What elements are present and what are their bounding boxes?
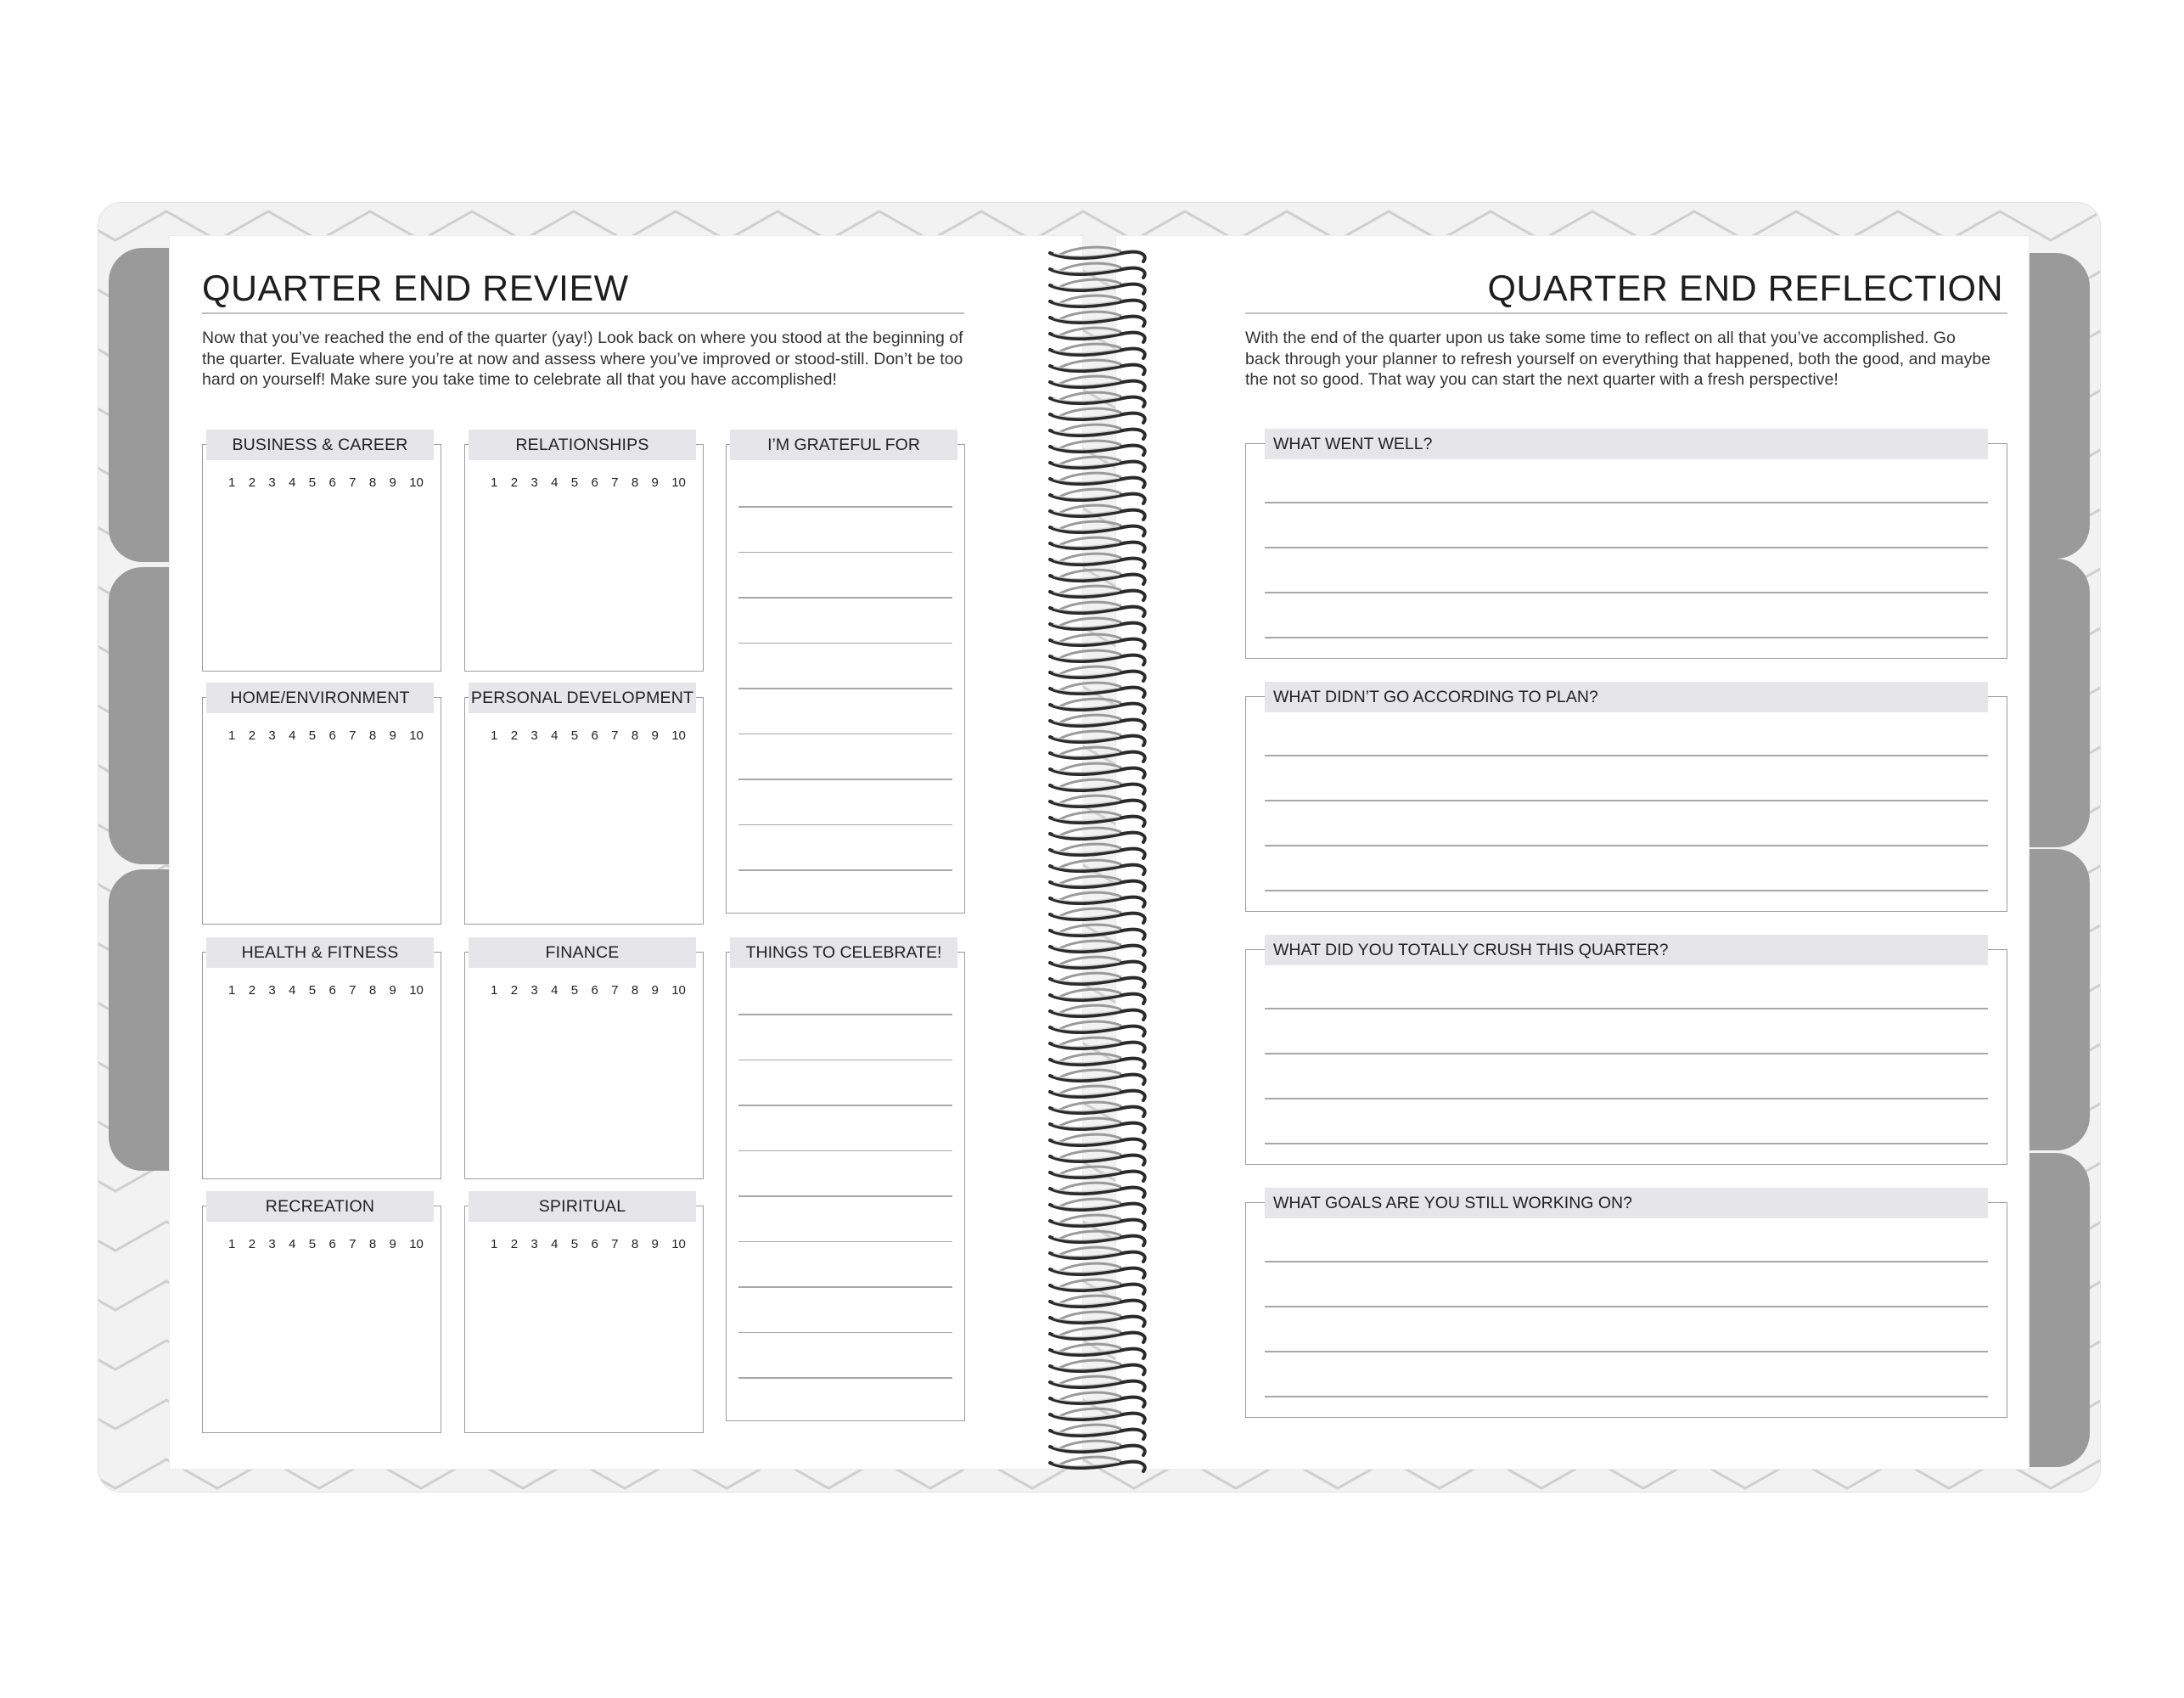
rating-option[interactable]: 5	[570, 983, 579, 998]
rating-option[interactable]: 3	[268, 728, 276, 743]
things-to-celebrate-box	[726, 942, 965, 1421]
rating-box-personal-development	[464, 688, 704, 925]
spiral-coil	[1050, 796, 1145, 810]
spiral-coil	[1050, 1199, 1145, 1213]
page-title-reflection: QUARTER END REFLECTION	[1487, 268, 2003, 309]
spiral-coil	[1050, 1457, 1145, 1471]
spiral-coil	[1050, 279, 1145, 294]
rating-option[interactable]: 4	[551, 728, 559, 743]
rating-box-label: HEALTH & FITNESS	[206, 937, 434, 968]
spiral-coil	[1050, 344, 1145, 358]
question-label: WHAT DID YOU TOTALLY CRUSH THIS QUARTER?	[1265, 935, 1988, 965]
grateful-for-label: I’M GRATEFUL FOR	[730, 430, 957, 460]
section-tab-right-1[interactable]	[2020, 253, 2090, 559]
rating-option[interactable]: 10	[409, 728, 424, 743]
writing-line[interactable]	[738, 506, 952, 508]
writing-line[interactable]	[1265, 1053, 1988, 1054]
spiral-coil	[1050, 1312, 1145, 1326]
spiral-binding	[1040, 238, 1163, 1477]
rating-box-health-fitness	[202, 942, 441, 1179]
rating-option[interactable]: 7	[611, 728, 619, 743]
spiral-coil	[1050, 247, 1145, 261]
spiral-coil	[1050, 666, 1145, 681]
title-divider-right	[1245, 312, 2007, 314]
rating-option[interactable]: 8	[631, 983, 639, 998]
writing-line[interactable]	[1265, 1351, 1988, 1352]
writing-line[interactable]	[1265, 502, 1988, 503]
rating-option[interactable]: 9	[651, 983, 659, 998]
spiral-coil	[1050, 892, 1145, 907]
question-box-didnt-go-to-plan	[1245, 687, 2007, 912]
rating-option[interactable]: 6	[591, 728, 598, 743]
question-label: WHAT WENT WELL?	[1265, 429, 1988, 459]
rating-option[interactable]: 2	[248, 475, 256, 490]
spiral-coil	[1050, 1183, 1145, 1197]
spiral-coil	[1050, 1086, 1145, 1100]
section-tab-left-2[interactable]	[109, 567, 177, 864]
rating-option[interactable]: 7	[611, 475, 619, 490]
rating-option[interactable]: 3	[531, 728, 538, 743]
spiral-coil	[1050, 328, 1145, 342]
question-box-goals-still-working	[1245, 1193, 2007, 1418]
rating-scale[interactable]	[491, 728, 686, 743]
writing-line[interactable]	[738, 1377, 952, 1379]
spiral-coil	[1050, 1070, 1145, 1084]
writing-line[interactable]	[738, 688, 952, 689]
section-tab-left-1[interactable]	[109, 248, 177, 562]
rating-option[interactable]: 10	[671, 728, 686, 743]
spiral-coil	[1050, 812, 1145, 826]
rating-option[interactable]: 2	[510, 1237, 519, 1251]
writing-line[interactable]	[1265, 890, 1988, 891]
spiral-coil	[1050, 1037, 1145, 1052]
spiral-coil	[1050, 360, 1145, 374]
rating-option[interactable]: 5	[570, 728, 579, 743]
section-tab-right-4[interactable]	[2020, 1153, 2090, 1467]
spiral-coil	[1050, 1150, 1145, 1165]
rating-option[interactable]: 7	[349, 983, 357, 998]
rating-option[interactable]: 8	[368, 475, 377, 490]
spiral-coil	[1050, 1344, 1145, 1358]
rating-option[interactable]: 7	[349, 475, 357, 490]
spiral-coil	[1050, 1102, 1145, 1116]
spiral-coil	[1050, 957, 1145, 971]
writing-line[interactable]	[1265, 637, 1988, 638]
rating-option[interactable]: 5	[308, 983, 317, 998]
question-box-went-well	[1245, 434, 2007, 659]
spiral-coil	[1050, 392, 1145, 407]
rating-option[interactable]: 1	[491, 728, 498, 743]
writing-line[interactable]	[1265, 1306, 1988, 1307]
rating-option[interactable]: 10	[671, 983, 686, 998]
rating-option[interactable]: 8	[368, 1237, 377, 1251]
spiral-coil	[1050, 618, 1145, 633]
rating-option[interactable]: 5	[308, 728, 317, 743]
spiral-coil	[1050, 973, 1145, 987]
rating-option[interactable]: 6	[591, 1237, 598, 1251]
page-title-review: QUARTER END REVIEW	[202, 268, 629, 309]
question-label: WHAT GOALS ARE YOU STILL WORKING ON?	[1265, 1188, 1988, 1218]
spiral-coil	[1050, 908, 1145, 923]
rating-box-label: PERSONAL DEVELOPMENT	[469, 683, 696, 713]
writing-line[interactable]	[1265, 755, 1988, 756]
writing-line[interactable]	[738, 1332, 952, 1334]
rating-option[interactable]: 7	[611, 1237, 619, 1251]
writing-line[interactable]	[1265, 845, 1988, 846]
rating-option[interactable]: 8	[631, 475, 639, 490]
review-intro: Now that you’ve reached the end of the quarter (yay!) Look back on where you stood at the beginning of the quarter. Evaluate where you’re at now and assess where you’ve improved or stood-still. Don’t be too hard on yourself! Make sure you take time to celebrate all that you have accomplished!	[202, 329, 963, 389]
spiral-coil	[1050, 1376, 1145, 1391]
spiral-coil	[1050, 715, 1145, 729]
section-tab-right-2[interactable]	[2020, 559, 2090, 847]
spiral-coil	[1050, 1360, 1145, 1375]
rating-box-finance	[464, 942, 704, 1179]
rating-option[interactable]: 6	[328, 475, 336, 490]
rating-scale[interactable]	[228, 475, 424, 490]
spiral-coil	[1050, 505, 1145, 520]
spiral-coil	[1050, 295, 1145, 310]
rating-option[interactable]: 5	[308, 1237, 317, 1251]
spiral-coil	[1050, 457, 1145, 471]
rating-scale[interactable]	[228, 983, 424, 998]
rating-box-label: SPIRITUAL	[469, 1191, 696, 1222]
rating-option[interactable]: 6	[591, 475, 598, 490]
rating-box-recreation	[202, 1196, 441, 1433]
rating-option[interactable]: 7	[611, 983, 619, 998]
rating-box-label: BUSINESS & CAREER	[206, 430, 434, 460]
section-tab-left-3[interactable]	[109, 869, 177, 1171]
writing-line[interactable]	[738, 779, 952, 780]
reflection-intro: With the end of the quarter upon us take some time to reflect on all that you’ve accomplished. Go back through your planner to refresh yourself on everything that happened, both the good, and maybe the not so good. That way you can start the next quarter with a fresh perspective!	[1245, 329, 1991, 389]
grateful-for-box	[726, 435, 965, 914]
things-to-celebrate-label: THINGS TO CELEBRATE!	[730, 937, 957, 968]
writing-line[interactable]	[1265, 1143, 1988, 1144]
writing-line[interactable]	[738, 1014, 952, 1015]
question-label: WHAT DIDN’T GO ACCORDING TO PLAN?	[1265, 682, 1988, 712]
rating-option[interactable]: 2	[248, 983, 256, 998]
question-box-totally-crush	[1245, 940, 2007, 1165]
rating-option[interactable]: 7	[349, 728, 357, 743]
spiral-coil	[1050, 1441, 1145, 1455]
spiral-coil	[1050, 263, 1145, 278]
spiral-coil	[1050, 763, 1145, 778]
rating-option[interactable]: 10	[671, 1237, 686, 1251]
rating-scale[interactable]	[491, 1237, 686, 1251]
spiral-coil	[1050, 989, 1145, 1004]
rating-box-label: RELATIONSHIPS	[469, 430, 696, 460]
spiral-coil	[1050, 925, 1145, 939]
rating-option[interactable]: 4	[551, 983, 559, 998]
rating-option[interactable]: 6	[328, 728, 336, 743]
rating-option[interactable]: 4	[289, 983, 296, 998]
rating-option[interactable]: 6	[328, 983, 336, 998]
writing-line[interactable]	[738, 1150, 952, 1152]
title-divider-left	[202, 312, 964, 314]
rating-option[interactable]: 9	[651, 728, 659, 743]
rating-option[interactable]: 7	[349, 1237, 357, 1251]
spiral-coil	[1050, 699, 1145, 713]
writing-line[interactable]	[738, 1286, 952, 1288]
spiral-coil	[1050, 441, 1145, 455]
section-tab-right-3[interactable]	[2020, 849, 2090, 1150]
spiral-coil	[1050, 876, 1145, 891]
rating-option[interactable]: 4	[289, 728, 296, 743]
writing-line[interactable]	[1265, 592, 1988, 593]
writing-line[interactable]	[738, 1105, 952, 1106]
rating-scale[interactable]	[228, 1237, 424, 1251]
rating-option[interactable]: 1	[491, 475, 498, 490]
spiral-coil	[1050, 1408, 1145, 1423]
spiral-coil	[1050, 521, 1145, 536]
rating-option[interactable]: 8	[368, 728, 377, 743]
rating-option[interactable]: 1	[228, 475, 236, 490]
rating-option[interactable]: 9	[651, 1237, 659, 1251]
rating-option[interactable]: 1	[491, 1237, 498, 1251]
rating-option[interactable]: 5	[570, 475, 579, 490]
rating-box-home-environment	[202, 688, 441, 925]
spiral-coil	[1050, 747, 1145, 762]
writing-line[interactable]	[738, 734, 952, 735]
spiral-coil	[1050, 554, 1145, 568]
rating-option[interactable]: 2	[248, 728, 256, 743]
writing-line[interactable]	[738, 1060, 952, 1061]
spiral-coil	[1050, 424, 1145, 439]
rating-box-label: HOME/ENVIRONMENT	[206, 683, 434, 713]
rating-option[interactable]: 10	[409, 1237, 424, 1251]
spiral-coil	[1050, 1215, 1145, 1229]
writing-line[interactable]	[738, 597, 952, 599]
rating-option[interactable]: 9	[389, 728, 396, 743]
spiral-coil	[1050, 602, 1145, 616]
rating-scale[interactable]	[491, 983, 686, 998]
spiral-coil	[1050, 1328, 1145, 1342]
rating-option[interactable]: 3	[531, 1237, 538, 1251]
spiral-coil	[1050, 1021, 1145, 1036]
rating-option[interactable]: 3	[268, 1237, 276, 1251]
rating-option[interactable]: 10	[671, 475, 686, 490]
writing-line[interactable]	[1265, 1396, 1988, 1397]
writing-line[interactable]	[1265, 1008, 1988, 1009]
rating-option[interactable]: 3	[531, 475, 538, 490]
spiral-coil	[1050, 537, 1145, 552]
rating-box-label: FINANCE	[469, 937, 696, 968]
rating-box-business-career	[202, 435, 441, 672]
writing-line[interactable]	[738, 1241, 952, 1243]
rating-scale[interactable]	[491, 475, 686, 490]
rating-option[interactable]: 9	[389, 475, 396, 490]
spiral-coil	[1050, 860, 1145, 874]
writing-line[interactable]	[738, 869, 952, 871]
spiral-coil	[1050, 570, 1145, 584]
writing-line[interactable]	[1265, 800, 1988, 801]
rating-option[interactable]: 2	[248, 1237, 256, 1251]
spiral-coil	[1050, 828, 1145, 842]
rating-box-relationships	[464, 435, 704, 672]
rating-option[interactable]: 9	[389, 983, 396, 998]
rating-option[interactable]: 3	[268, 983, 276, 998]
spiral-coil	[1050, 1247, 1145, 1262]
rating-option[interactable]: 6	[328, 1237, 336, 1251]
spiral-coil	[1050, 1134, 1145, 1149]
spiral-coil	[1050, 376, 1145, 391]
spiral-coil	[1050, 844, 1145, 858]
rating-option[interactable]: 8	[631, 728, 639, 743]
spiral-coil	[1050, 586, 1145, 600]
rating-option[interactable]: 4	[551, 475, 559, 490]
spiral-coil	[1050, 731, 1145, 745]
rating-option[interactable]: 10	[409, 983, 424, 998]
rating-option[interactable]: 1	[228, 983, 236, 998]
spiral-coil	[1050, 1054, 1145, 1068]
spiral-coil	[1050, 779, 1145, 794]
spiral-coil	[1050, 1392, 1145, 1407]
spiral-coil	[1050, 1425, 1145, 1439]
rating-box-spiritual	[464, 1196, 704, 1433]
rating-scale[interactable]	[228, 728, 424, 743]
rating-option[interactable]: 1	[491, 983, 498, 998]
spiral-coil	[1050, 1118, 1145, 1133]
spiral-coil	[1050, 683, 1145, 697]
spiral-coil	[1050, 1263, 1145, 1278]
rating-option[interactable]: 4	[289, 1237, 296, 1251]
spiral-coil	[1050, 312, 1145, 326]
writing-line[interactable]	[1265, 1098, 1988, 1099]
rating-option[interactable]: 1	[228, 728, 236, 743]
writing-line[interactable]	[1265, 547, 1988, 548]
spiral-coil	[1050, 650, 1145, 665]
rating-option[interactable]: 6	[591, 983, 598, 998]
writing-line[interactable]	[738, 552, 952, 554]
rating-option[interactable]: 3	[531, 983, 538, 998]
rating-option[interactable]: 4	[551, 1237, 559, 1251]
spiral-coil	[1050, 1231, 1145, 1245]
rating-option[interactable]: 1	[228, 1237, 236, 1251]
rating-option[interactable]: 8	[368, 983, 377, 998]
rating-option[interactable]: 2	[510, 475, 519, 490]
spiral-coil	[1050, 1296, 1145, 1310]
spiral-coil	[1050, 1005, 1145, 1020]
rating-box-label: RECREATION	[206, 1191, 434, 1222]
spiral-coil	[1050, 1279, 1145, 1294]
rating-option[interactable]: 2	[510, 728, 519, 743]
rating-option[interactable]: 2	[510, 983, 519, 998]
writing-line[interactable]	[738, 643, 952, 644]
spiral-coil	[1050, 408, 1145, 423]
rating-option[interactable]: 8	[631, 1237, 639, 1251]
spiral-coil	[1050, 1167, 1145, 1181]
spiral-coil	[1050, 941, 1145, 955]
rating-option[interactable]: 10	[409, 475, 424, 490]
writing-line[interactable]	[738, 1195, 952, 1197]
rating-option[interactable]: 5	[308, 475, 317, 490]
rating-option[interactable]: 9	[389, 1237, 396, 1251]
rating-option[interactable]: 9	[651, 475, 659, 490]
rating-option[interactable]: 3	[268, 475, 276, 490]
rating-option[interactable]: 5	[570, 1237, 579, 1251]
spiral-coil	[1050, 489, 1145, 503]
spiral-coil	[1050, 634, 1145, 649]
rating-option[interactable]: 4	[289, 475, 296, 490]
spiral-coil	[1050, 473, 1145, 487]
writing-line[interactable]	[1265, 1261, 1988, 1262]
writing-line[interactable]	[738, 824, 952, 826]
